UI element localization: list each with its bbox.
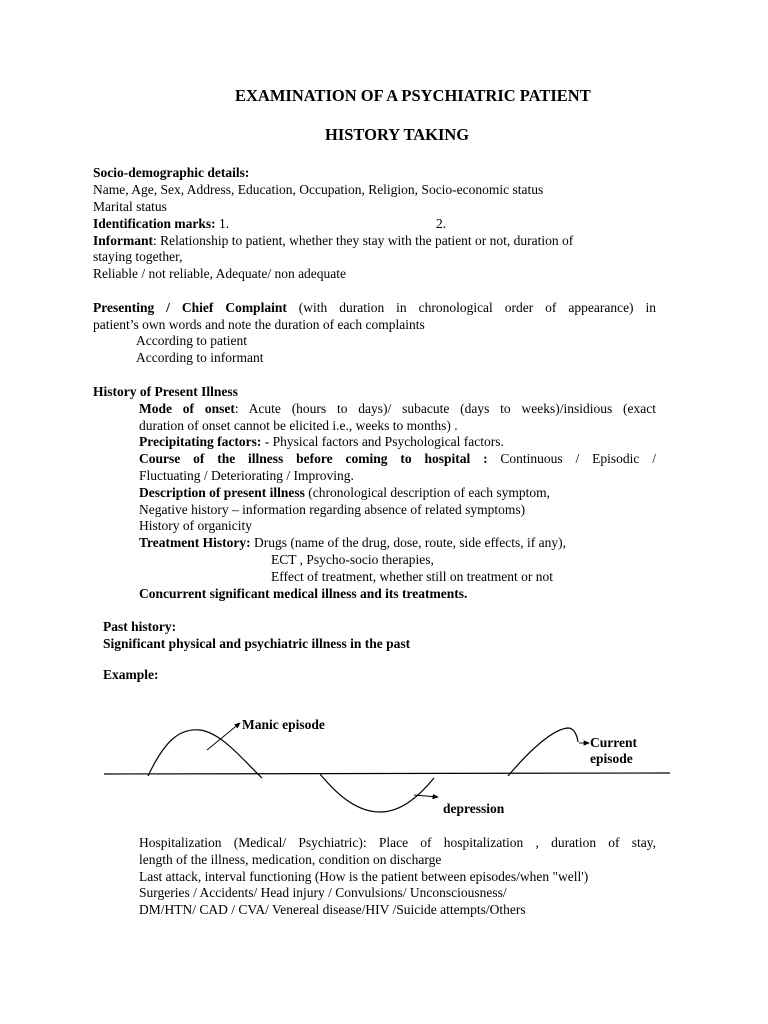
current-episode-label-1: Current: [590, 735, 637, 750]
complaint-line-2: patient’s own words and note the duration of each complaints: [93, 317, 425, 332]
informant-label: Informant: [93, 233, 153, 248]
course-text-1: Continuous / Episodic /: [487, 451, 656, 466]
concurrent-illness-line: Concurrent significant medical illness and its treatments.: [139, 586, 468, 601]
current-episode-label-2: episode: [590, 751, 633, 766]
course-label: Course of the illness before coming to hospital :: [139, 451, 488, 466]
depression-label: depression: [443, 801, 505, 816]
description-line-2: Negative history – information regarding absence of related symptoms): [139, 502, 526, 517]
treatment-line-3: Effect of treatment, whether still on treatment or not: [271, 569, 554, 584]
hospitalization-line-5: DM/HTN/ CAD / CVA/ Venereal disease/HIV /Suicide attempts/Others: [139, 902, 526, 917]
informant-text-1: : Relationship to patient, whether they stay with the patient or not, duration of: [153, 233, 574, 248]
hospitalization-line-4: Surgeries / Accidents/ Head injury / Convulsions/ Unconsciousness/: [139, 885, 507, 900]
informant-line-3: Reliable / not reliable, Adequate/ non adequate: [93, 266, 347, 281]
hospitalization-line-3: Last attack, interval functioning (How is the patient between episodes/when "well'): [139, 869, 589, 884]
onset-text-1: : Acute (hours to days)/ subacute (days to weeks)/insidious (exact: [234, 401, 656, 416]
treatment-line-2: ECT , Psycho-socio therapies,: [271, 552, 434, 567]
baseline-line: [104, 773, 670, 774]
organicity-line: History of organicity: [139, 518, 252, 533]
present-illness-heading: History of Present Illness: [93, 384, 238, 399]
past-history-heading: Past history:: [103, 619, 177, 634]
identification-item-2: 2.: [436, 216, 447, 231]
depression-wave: [320, 774, 434, 812]
precipitating-text: - Physical factors and Psychological factors.: [261, 434, 504, 449]
manic-wave: [148, 730, 262, 778]
page-title: EXAMINATION OF A PSYCHIATRIC PATIENT: [235, 86, 591, 105]
description-label: Description of present illness: [139, 485, 305, 500]
complaint-item-2: According to informant: [136, 350, 264, 365]
course-line-2: Fluctuating / Deteriorating / Improving.: [139, 468, 354, 483]
hospitalization-line-2: length of the illness, medication, condition on discharge: [139, 852, 442, 867]
manic-arrow: [207, 723, 240, 750]
manic-episode-label: Manic episode: [242, 717, 325, 732]
past-history-subheading: Significant physical and psychiatric illness in the past: [103, 636, 411, 651]
identification-item-1: 1.: [219, 216, 230, 231]
onset-line-2: duration of onset cannot be elicited i.e., weeks to months) .: [139, 418, 458, 433]
treatment-text-1: Drugs (name of the drug, dose, route, side effects, if any),: [250, 535, 566, 550]
socio-line-1: Name, Age, Sex, Address, Education, Occupation, Religion, Socio-economic status: [93, 182, 544, 197]
informant-line-2: staying together,: [93, 249, 183, 264]
identification-label: Identification marks:: [93, 216, 216, 231]
socio-line-2: Marital status: [93, 199, 167, 214]
example-label: Example:: [103, 667, 159, 682]
socio-heading: Socio-demographic details:: [93, 165, 250, 180]
precipitating-label: Precipitating factors:: [139, 434, 262, 449]
treatment-label: Treatment History:: [139, 535, 251, 550]
current-episode-wave: [508, 728, 578, 776]
page-subtitle: HISTORY TAKING: [325, 125, 470, 144]
depression-arrow: [414, 795, 438, 797]
description-text-1: (chronological description of each symptom,: [304, 485, 551, 500]
onset-label: Mode of onset: [139, 401, 235, 416]
complaint-label: Presenting / Chief Complaint: [93, 300, 287, 315]
complaint-item-1: According to patient: [136, 333, 247, 348]
complaint-text-1: (with duration in chronological order of appearance) in: [286, 300, 656, 315]
hospitalization-line-1: Hospitalization (Medical/ Psychiatric): Place of hospitalization , duration of stay,: [139, 835, 656, 850]
